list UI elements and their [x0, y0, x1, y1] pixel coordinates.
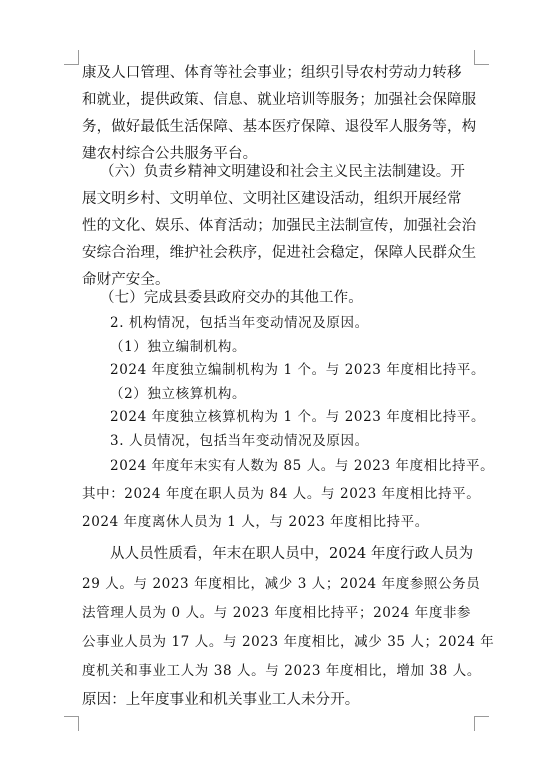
- margin-corner-bottom-right: [474, 716, 489, 731]
- text-line: 建农村综合公共服务平台。: [82, 146, 258, 162]
- section-6-heading: （六）负责乡精神文明建设和社会主义民主法制建设。开: [100, 164, 465, 180]
- text-line: 从人员性质看，年末在职人员中，2024 年度行政人员为: [110, 546, 474, 562]
- text-line: 公事业人员为 17 人。与 2023 年度相比，减少 35 人；2024 年: [82, 634, 495, 650]
- text-line: 法管理人员为 0 人。与 2023 年度相比持平；2024 年度非参: [82, 605, 472, 621]
- text-line: 29 人。与 2023 年度相比，减少 3 人；2024 年度参照公务员: [82, 576, 481, 592]
- text-line: 安综合治理，维护社会秩序，促进社会稳定，保障人民群众生: [82, 245, 477, 261]
- text-line: 2024 年度年末实有人数为 85 人。与 2023 年度相比持平。: [110, 458, 495, 474]
- text-line: 原因：上年度事业和机关事业工人未分开。: [82, 692, 360, 708]
- text-line: 和就业，提供政策、信息、就业培训等服务；加强社会保障服: [82, 92, 477, 108]
- text-line: 2024 年度离休人员为 1 人，与 2023 年度相比持平。: [82, 514, 429, 530]
- section-2-heading: 2. 机构情况，包括当年变动情况及原因。: [110, 315, 369, 331]
- text-line: 其中：2024 年度在职人员为 84 人。与 2023 年度相比持平。: [82, 486, 481, 502]
- text-line: 展文明乡村、文明单位、文明社区建设活动，组织开展经常: [82, 191, 462, 207]
- text-line: 2024 年度独立核算机构为 1 个。与 2023 年度相比持平。: [110, 409, 486, 425]
- text-line: 2024 年度独立编制机构为 1 个。与 2023 年度相比持平。: [110, 362, 486, 378]
- text-line: 性的文化、娱乐、体育活动；加强民主法制宣传，加强社会治: [82, 218, 477, 234]
- section-7-heading: （七）完成县委县政府交办的其他工作。: [100, 290, 363, 306]
- margin-corner-top-right: [474, 50, 489, 65]
- text-line: 务，做好最低生活保障、基本医疗保障、退役军人服务等，构: [82, 119, 477, 135]
- subsection-2-heading: （2）独立核算机构。: [110, 386, 247, 402]
- margin-corner-top-left: [64, 50, 79, 65]
- text-line: 康及人口管理、体育等社会事业；组织引导农村劳动力转移: [82, 65, 462, 81]
- text-line: 度机关和事业工人为 38 人。与 2023 年度相比，增加 38 人。: [82, 663, 481, 679]
- subsection-1-heading: （1）独立编制机构。: [110, 339, 247, 355]
- section-3-heading: 3. 人员情况，包括当年变动情况及原因。: [110, 433, 369, 449]
- text-line: 命财产安全。: [82, 272, 170, 288]
- margin-corner-bottom-left: [64, 716, 79, 731]
